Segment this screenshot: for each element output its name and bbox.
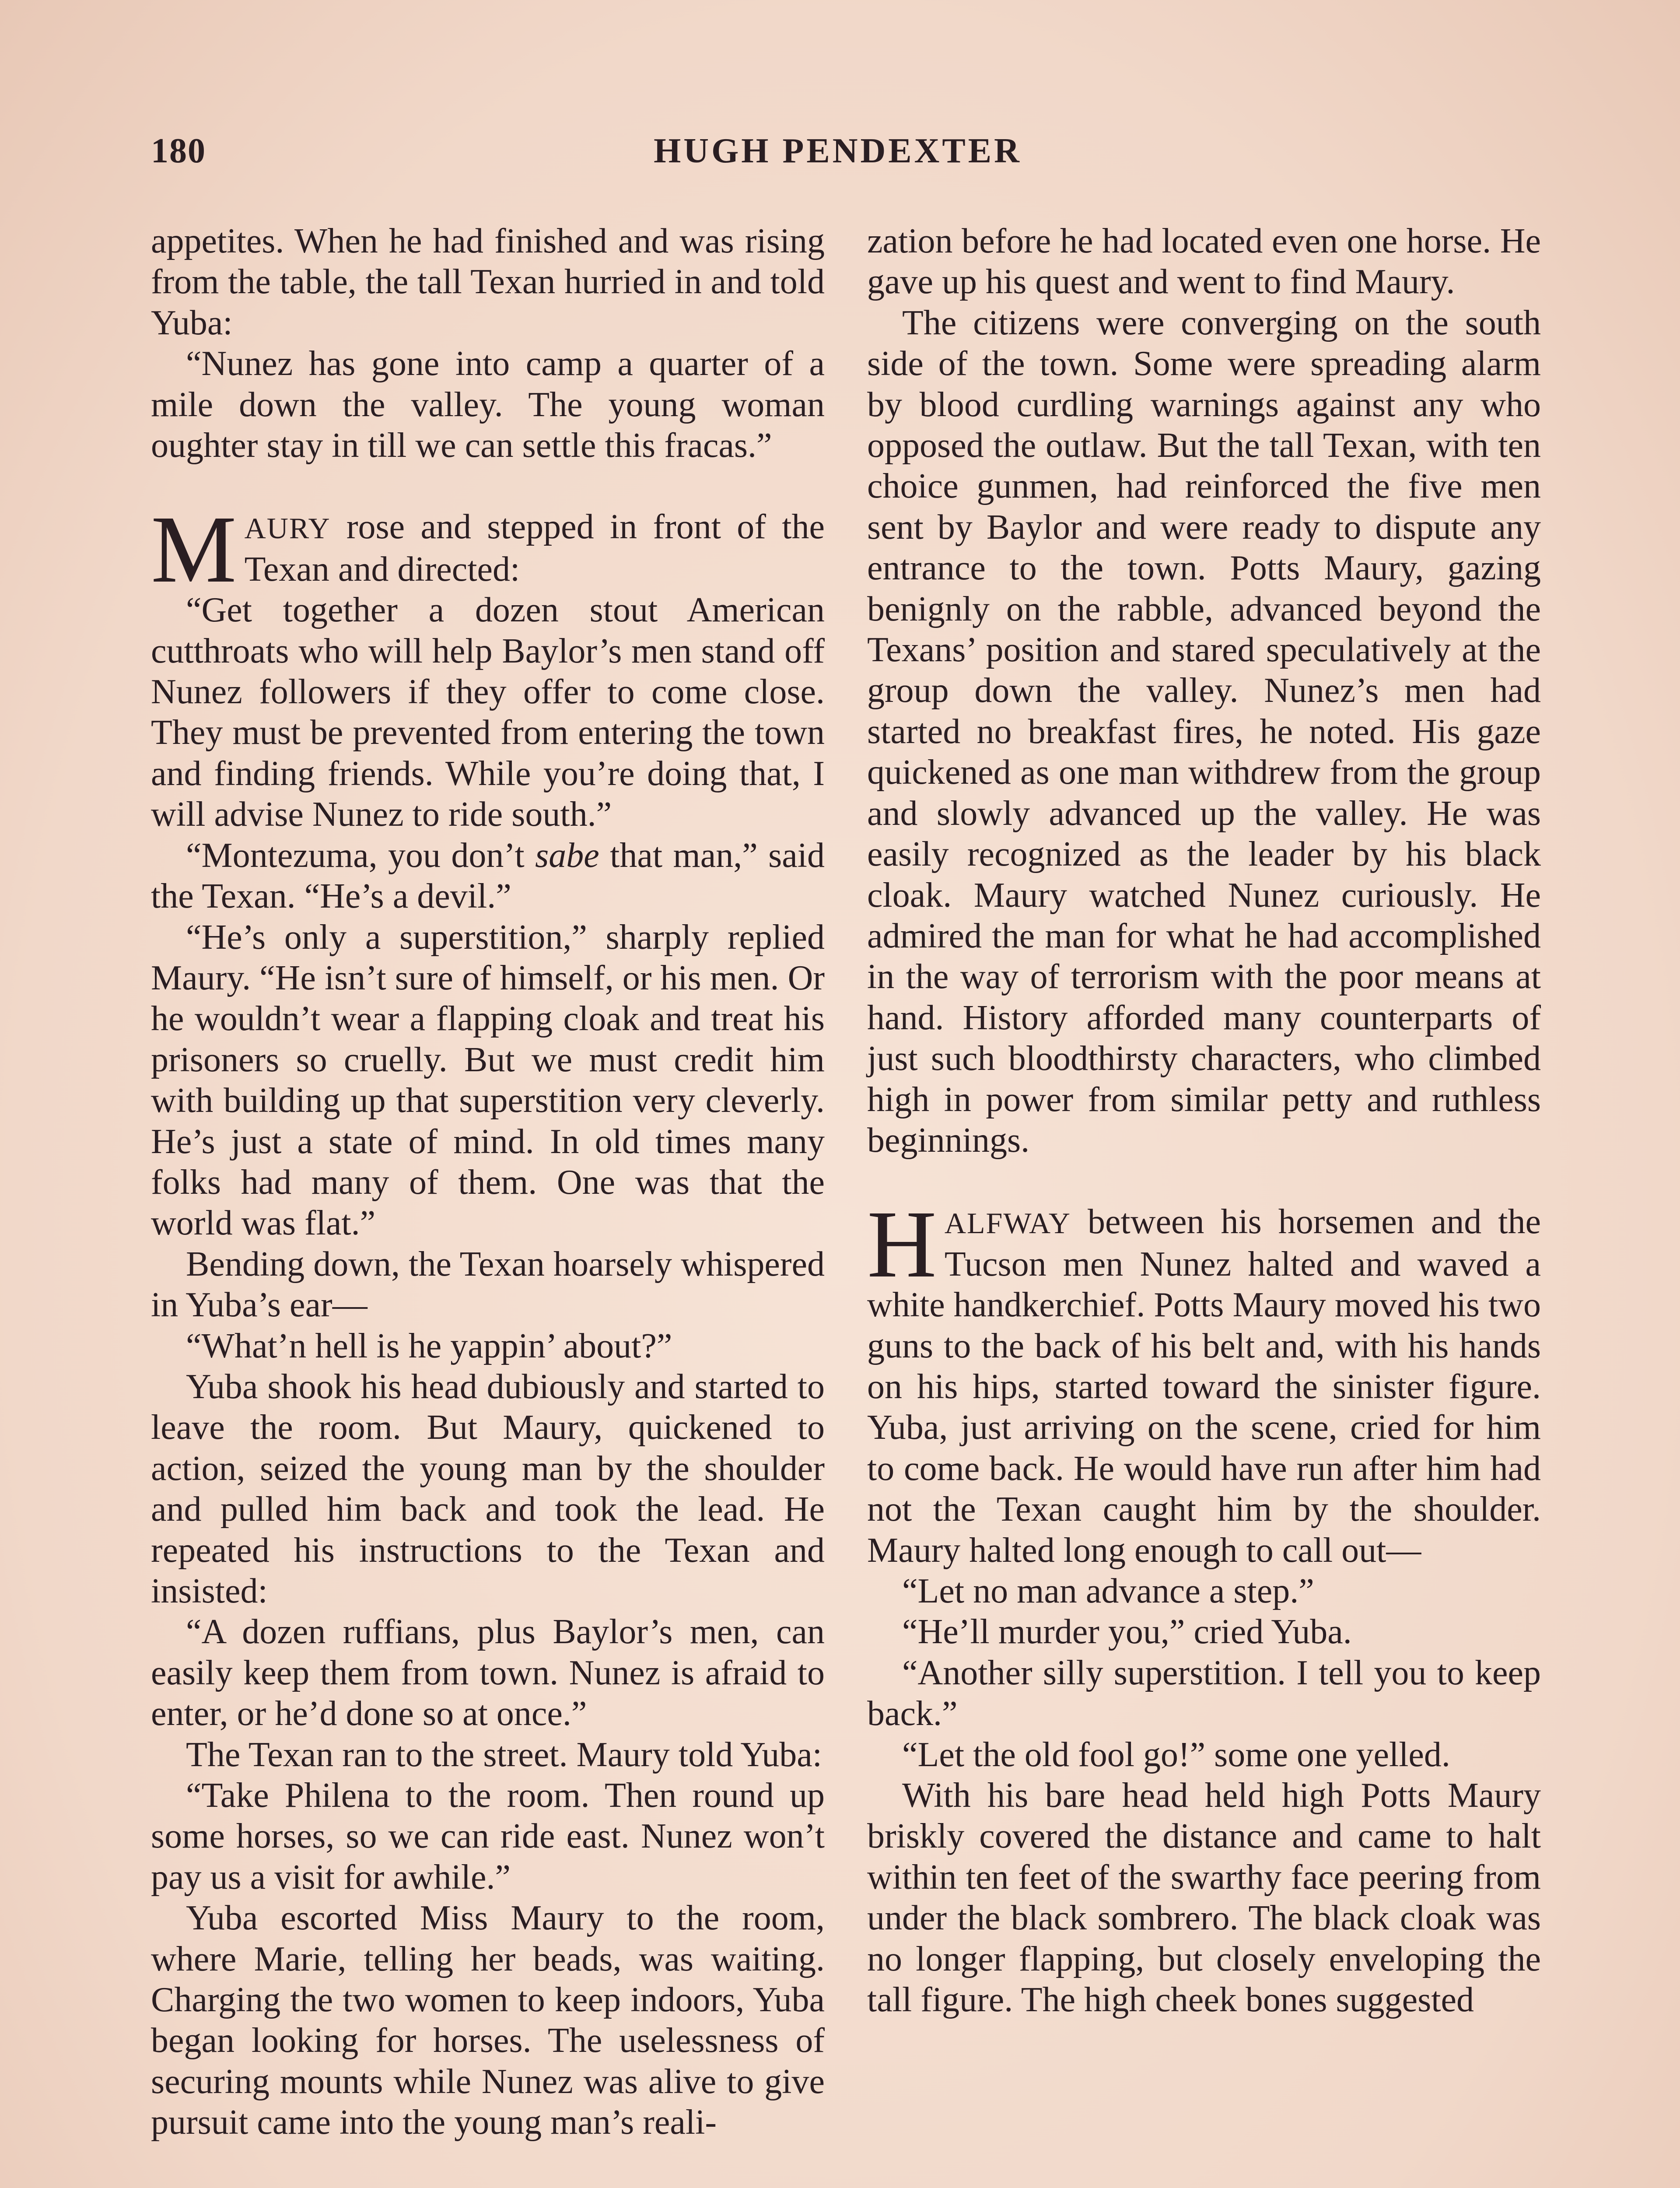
paragraph: “He’s only a superstition,” sharply replied Maury. “He isn’t sure of himself, or his men. Or he wouldn’t wear a flapping cloak and treat his prisoners so cruelly. But we must credit him with building up that superstition very cleverly. He’s just a state of mind. In old times many folks had many of them. One was that the world was flat.” (151, 918, 825, 1243)
running-head: HUGH PENDEXTER (654, 132, 1022, 170)
left-column (151, 221, 825, 2143)
paragraph: The citizens were converging on the south side of the town. Some were spreading alarm by blood curdling warnings against any who opposed the outlaw. But the tall Texan, with ten choice gunmen, had reinforced the five men sent by Baylor and were ready to dispute any entrance to the town. Potts Maury, gazing benignly on the rabble, advanced beyond the Texans’ position and stared speculatively at the group down the valley. Nunez’s men had started no breakfast fires, he noted. His gaze quickened as one man withdrew from the group and slowly advanced up the valley. He was easily recognized as the leader by his black cloak. Maury watched Nunez curiously. He admired the man for what he had accomplished in the way of terrorism with the poor means at hand. History afforded many counterparts of just such bloodthirsty characters, who climbed high in power from similar petty and ruthless beginnings. (867, 303, 1541, 1160)
paragraph: “Nunez has gone into camp a quarter of a mile down the valley. The young woman oughter stay in till we can settle this fracas.” (151, 344, 825, 465)
paragraph: “Another silly superstition. I tell you to keep back.” (867, 1653, 1541, 1733)
paragraph: Yuba shook his head dubiously and started to leave the room. But Maury, quickened to action, seized the young man by the shoulder and pulled him back and took the lead. He repeated his instructions to the Texan and insisted: (151, 1367, 825, 1610)
paragraph: “He’ll murder you,” cried Yuba. (902, 1613, 1352, 1652)
paragraph: “Get together a dozen stout American cutthroats who will help Baylor’s men stand off Nunez followers if they offer to come close. They must be prevented from entering the town and finding friends. While you’re doing that, I will advise Nunez to ride south.” (151, 591, 825, 834)
small-caps-lead: ALFWAY (944, 1206, 1071, 1240)
right-column (867, 221, 1541, 2020)
drop-cap: M (151, 496, 237, 603)
paragraph-text: “Montezuma, you don’t (186, 836, 536, 875)
paragraph-text: that man,” said the Texan. “He’s a devil.” (151, 836, 825, 916)
small-caps-lead: AURY (244, 512, 331, 545)
paragraph: With his bare head held high Potts Maury briskly covered the distance and came to halt within ten feet of the swarthy face peering from under the black sombrero. The black cloak was no longer flapping, but closely enveloping the tall figure. The high cheek bones suggested (867, 1776, 1541, 2020)
section-start-paragraph (151, 496, 825, 603)
paragraph: “What’n hell is he yappin’ about?” (186, 1326, 672, 1365)
paragraph: zation before he had located even one horse. He gave up his quest and went to find Maury. (867, 222, 1541, 302)
paragraph: The Texan ran to the street. Maury told Yuba: (186, 1735, 822, 1774)
paragraph: Yuba escorted Miss Maury to the room, where Marie, telling her beads, was waiting. Charging the two women to keep indoors, Yuba began looking for horses. The uselessness of securing mounts while Nunez was alive to give pursuit came into the young man’s reali- (151, 1899, 825, 2142)
paragraph: Bending down, the Texan hoarsely whispered in Yuba’s ear— (151, 1245, 825, 1325)
paragraph: “Take Philena to the room. Then round up some horses, so we can ride east. Nunez won’t pay us a visit for awhile.” (151, 1776, 825, 1897)
drop-cap: H (867, 1191, 937, 1298)
paragraph: appetites. When he had finished and was rising from the table, the tall Texan hurried in and told Yuba: (151, 222, 825, 342)
paragraph-text: rose and stepped in front of the Texan and directed: (244, 508, 825, 589)
paragraph-text: between his horsemen and the Tucson men Nunez halted and waved a white handkerchief. Potts Maury moved his two guns to the back of his belt and, with his hands on his hips, started toward the sinister figure. Yuba, just arriving on the scene, cried for him to come back. He would have run after him had not the Texan caught him by the shoulder. Maury halted long enough to call out— (867, 1203, 1541, 1570)
paragraph (151, 835, 825, 917)
section-start-paragraph (867, 1191, 1541, 1571)
paragraph: “Let the old fool go!” some one yelled. (902, 1735, 1450, 1774)
paragraph: “Let no man advance a step.” (902, 1572, 1314, 1610)
page-header (151, 131, 1525, 179)
italic-word: sabe (535, 836, 599, 875)
page-number: 180 (151, 132, 206, 170)
paragraph: “A dozen ruffians, plus Baylor’s men, can easily keep them from town. Nunez is afraid to enter, or he’d done so at once.” (151, 1613, 825, 1733)
